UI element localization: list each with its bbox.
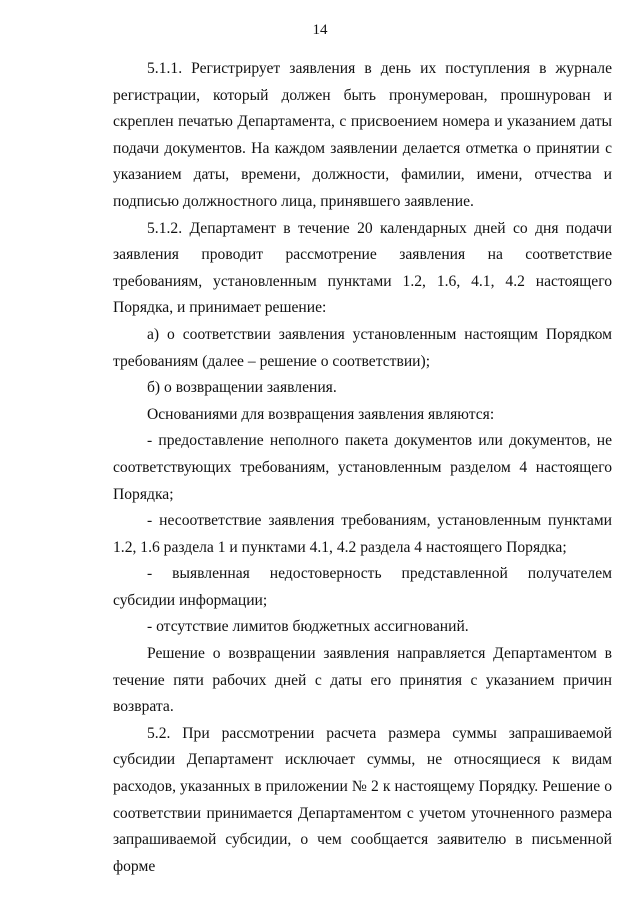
paragraph-return-grounds-intro: Основаниями для возвращения заявления являются:: [147, 405, 495, 423]
paragraph-option-b: б) о возвращении заявления.: [147, 379, 337, 397]
paragraph-option-a: а) о соответствии заявления установленным настоящим Порядком требованиям (далее – решение о соответствии);: [113, 325, 612, 370]
list-item-incomplete-package: - предоставление неполного пакета документов или документов, не соответствующих требованиям, установленным разделом 4 настоящего Порядка;: [113, 432, 612, 503]
document-body: [113, 56, 612, 880]
paragraph-5-1-1: 5.1.1. Регистрирует заявления в день их поступления в журнале регистрации, который должен быть пронумерован, прошнурован и скреплен печатью Департамента, с присвоением номера и указанием даты подачи документов. На каждом заявлении делается отметка о принятии с указанием даты, времени, должности, фамилии, имени, отчества и подписью должностного лица, принявшего заявление.: [113, 60, 612, 210]
paragraph-5-2: 5.2. При рассмотрении расчета размера суммы запрашиваемой субсидии Департамент исключает суммы, не относящиеся к видам расходов, указанных в приложении № 2 к настоящему Порядку. Решение о соответствии принимается Департаментом с учетом уточненного размера запрашиваемой субсидии, о чем сообщается заявителю в письменной форме: [113, 724, 612, 875]
list-item-noncompliance: - несоответствие заявления требованиям, установленным пунктами 1.2, 1.6 раздела 1 и пунктами 4.1, 4.2 раздела 4 настоящего Порядка;: [113, 512, 612, 556]
paragraph-return-decision: Решение о возвращении заявления направляется Департаментом в течение пяти рабочих дней с даты его принятия с указанием причин возврата.: [113, 645, 612, 716]
paragraph-5-1-2: 5.1.2. Департамент в течение 20 календарных дней со дня подачи заявления проводит рассмотрение заявления на соответствие требованиям, установленным пунктами 1.2, 1.6, 4.1, 4.2 настоящего Порядка, и принимает решение:: [113, 219, 612, 317]
list-item-no-budget-limits: - отсутствие лимитов бюджетных ассигнований.: [147, 618, 469, 636]
page-number: 14: [312, 22, 328, 38]
list-item-unreliable-info: - выявленная недостоверность представленной получателем субсидии информации;: [113, 565, 612, 609]
